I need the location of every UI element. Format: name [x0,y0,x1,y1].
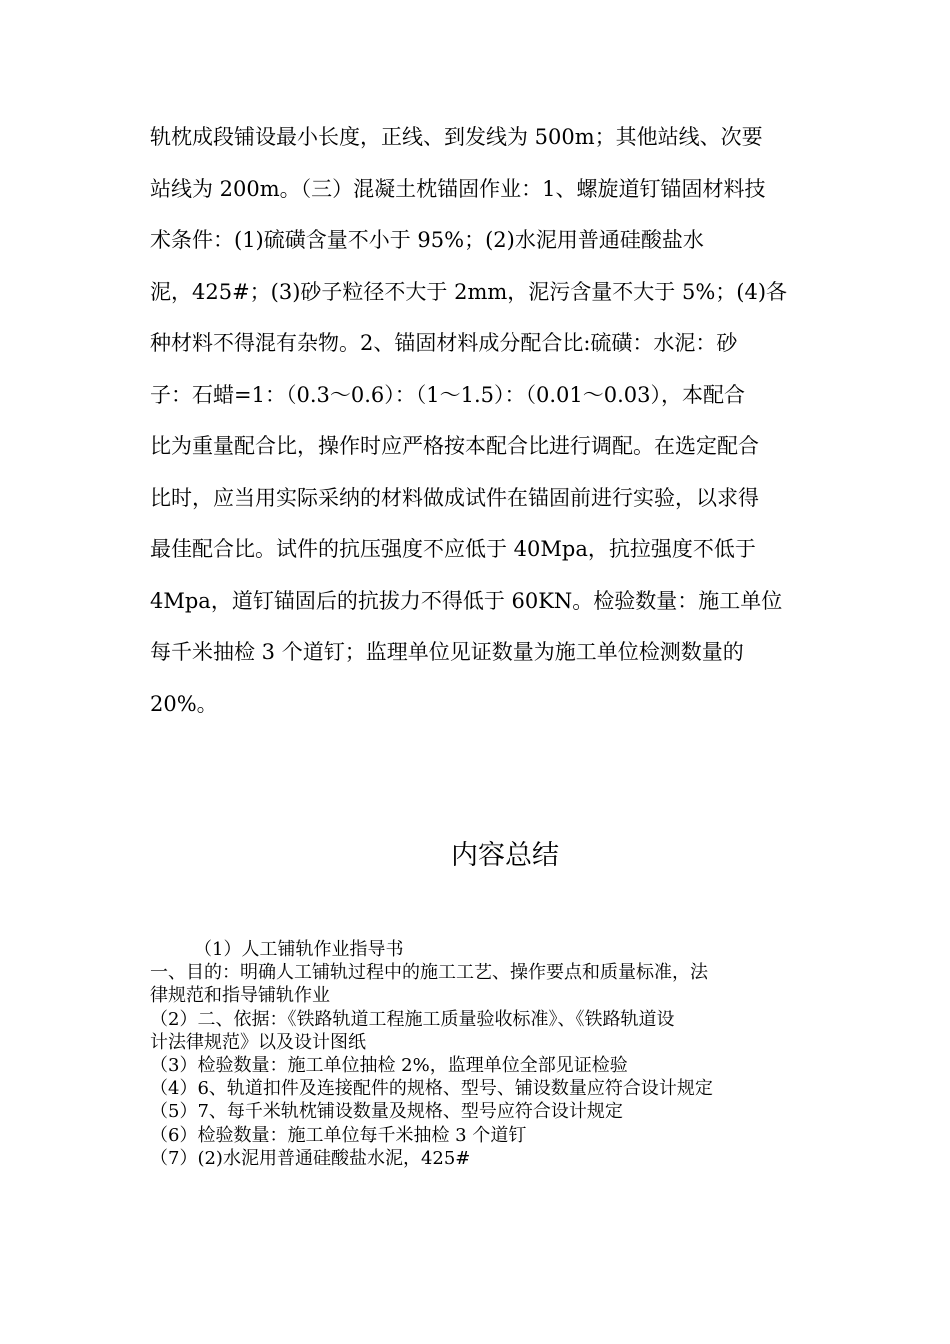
summary-item: （5）7、每千米轨枕铺设数量及规格、型号应符合设计规定 [150,1101,623,1123]
paragraph-line: 术条件：(1)硫磺含量不小于 95%；(2)水泥用普通硅酸盐水 [150,228,704,252]
summary-item: （3）检验数量：施工单位抽检 2%，监理单位全部见证检验 [150,1054,628,1076]
summary-item: （7）(2)水泥用普通硅酸盐水泥，425# [150,1147,471,1169]
summary-list [150,938,810,1170]
paragraph-line: 比时，应当用实际采纳的材料做成试件在锚固前进行实验，以求得 [150,485,759,510]
paragraph-line: 最佳配合比。试件的抗压强度不应低于 40Mpa，抗拉强度不低于 [150,537,756,561]
summary-item: 计法律规范》以及设计图纸 [150,1031,366,1053]
body-paragraph [150,112,810,730]
paragraph-line: 轨枕成段铺设最小长度，正线、到发线为 500m；其他站线、次要 [150,125,763,149]
summary-item: 一、目的：明确人工铺轨过程中的施工工艺、操作要点和质量标准，法 [150,962,708,984]
summary-title: 内容总结 [451,840,559,871]
paragraph-line: 子：石蜡=1：（0.3～0.6）：（1～1.5）：（0.01～0.03），本配合 [150,382,746,407]
paragraph-line: 每千米抽检 3 个道钉；监理单位见证数量为施工单位检测数量的 [150,640,744,664]
paragraph-line: 20%。 [150,691,218,716]
summary-item: （4）6、轨道扣件及连接配件的规格、型号、铺设数量应符合设计规定 [150,1078,713,1100]
summary-item: （6）检验数量：施工单位每千米抽检 3 个道钉 [150,1124,527,1146]
summary-item: （2）二、依据：《铁路轨道工程施工质量验收标准》、《铁路轨道设 [150,1008,675,1030]
paragraph-line: 4Mpa，道钉锚固后的抗拔力不得低于 60KN。检验数量：施工单位 [150,588,783,613]
paragraph-line: 站线为 200m。（三）混凝土枕锚固作业：1、螺旋道钉锚固材料技 [150,176,766,201]
paragraph-line: 种材料不得混有杂物。2、锚固材料成分配合比:硫磺：水泥：砂 [150,331,738,355]
summary-item: （1）人工铺轨作业指导书 [194,939,404,960]
paragraph-line: 泥，425#；(3)砂子粒径不大于 2mm，泥污含量不大于 5%；(4)各 [150,279,788,304]
paragraph-line: 比为重量配合比，操作时应严格按本配合比进行调配。在选定配合 [150,434,759,458]
summary-item: 律规范和指导铺轨作业 [150,985,330,1007]
